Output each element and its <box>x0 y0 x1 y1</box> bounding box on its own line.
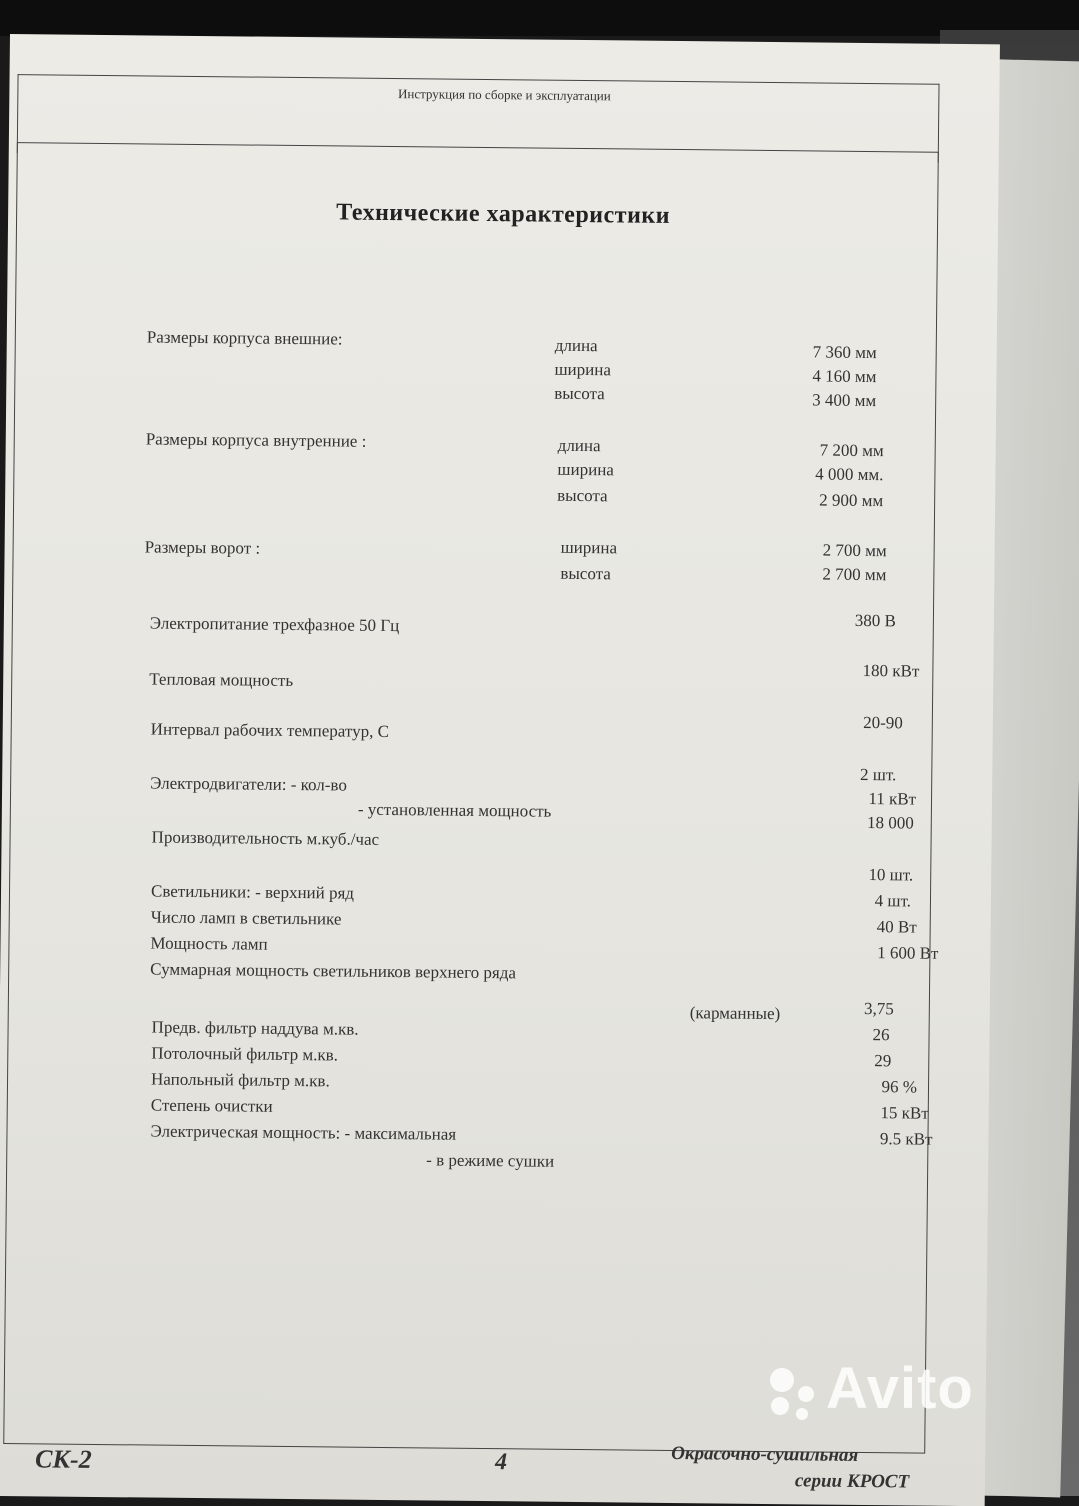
total-lamps-power-label: Суммарная мощность светильников верхнего ряда <box>150 959 517 983</box>
outer-width-value: 4 160 мм <box>812 366 877 387</box>
gate-height-label: высота <box>560 563 611 584</box>
lamps-per-fixture-label: Число ламп в светильнике <box>150 907 342 929</box>
floor-filter-label: Напольный фильтр м.кв. <box>150 1069 330 1091</box>
motors-power-label: - установленная мощность <box>357 799 552 821</box>
outer-length-label: длина <box>554 335 598 356</box>
screen-top-bar <box>0 0 1079 36</box>
inner-length-label: длина <box>557 435 601 456</box>
outer-height-value: 3 400 мм <box>812 390 877 411</box>
drying-power-value: 9.5 кВт <box>879 1129 933 1149</box>
outer-length-value: 7 360 мм <box>812 342 877 363</box>
max-power-label: Электрическая мощность: - максимальная <box>150 1121 457 1144</box>
drying-power-label: - в режиме сушки <box>426 1150 555 1171</box>
power-supply-label: Электропитание трехфазное 50 Гц <box>149 613 400 636</box>
power-supply-value: 380 В <box>854 610 897 631</box>
footer-series-line2: серии КРОСТ <box>794 1470 910 1493</box>
footer-page-number: 4 <box>494 1449 508 1476</box>
pocket-filter-note: (карманные) <box>689 1003 781 1024</box>
lamps-per-fixture-value: 4 шт. <box>874 891 912 911</box>
outer-width-label: ширина <box>554 359 612 380</box>
gate-dimensions-label: Размеры ворот : <box>144 537 261 558</box>
thermal-power-value: 180 кВт <box>862 660 920 681</box>
temperature-range-label: Интервал рабочих температур, С <box>150 719 390 742</box>
cleaning-degree-value: 96 % <box>881 1077 918 1097</box>
lamp-power-label: Мощность ламп <box>150 933 268 954</box>
page-title: Технические характеристики <box>336 199 671 229</box>
thermal-power-label: Тепловая мощность <box>149 669 294 690</box>
motors-count-label: Электродвигатели: - кол-во <box>150 773 347 795</box>
gate-height-value: 2 700 мм <box>822 564 887 585</box>
gate-width-label: ширина <box>560 537 618 558</box>
inner-width-label: ширина <box>557 459 615 480</box>
productivity-label: Производительность м.куб./час <box>151 827 380 849</box>
inner-dimensions-label: Размеры корпуса внутренние : <box>145 429 367 451</box>
temperature-range-value: 20-90 <box>863 712 903 733</box>
ceiling-filter-label: Потолочный фильтр м.кв. <box>151 1043 339 1065</box>
total-lamps-power-value: 1 600 Вт <box>877 943 939 963</box>
outer-dimensions-label: Размеры корпуса внешние: <box>146 327 343 349</box>
prefilter-label: Предв. фильтр наддува м.кв. <box>151 1017 359 1039</box>
lamps-top-row-label: Светильники: - верхний ряд <box>150 881 355 903</box>
page-header: Инструкция по сборке и эксплуатации <box>397 86 611 104</box>
avito-watermark: Avito <box>826 1356 974 1421</box>
inner-length-value: 7 200 мм <box>819 440 884 461</box>
inner-height-value: 2 900 мм <box>819 490 884 511</box>
document-page <box>0 34 1000 1506</box>
lamp-power-value: 40 Вт <box>876 917 917 937</box>
cleaning-degree-label: Степень очистки <box>150 1095 273 1116</box>
inner-width-value: 4 000 мм. <box>815 464 884 485</box>
prefilter-value: 3,75 <box>863 998 894 1019</box>
motors-count-value: 2 шт. <box>859 764 897 785</box>
productivity-value: 18 000 <box>866 813 914 833</box>
outer-height-label: высота <box>554 383 605 404</box>
inner-height-label: высота <box>557 485 608 506</box>
gate-width-value: 2 700 мм <box>822 540 887 561</box>
max-power-value: 15 кВт <box>880 1103 929 1123</box>
footer-model: СК-2 <box>34 1444 92 1474</box>
ceiling-filter-value: 26 <box>872 1025 890 1045</box>
footer-series-line1: Окрасочно-сушильная <box>671 1443 859 1466</box>
lamps-top-row-value: 10 шт. <box>868 865 914 885</box>
floor-filter-value: 29 <box>874 1051 892 1071</box>
motors-power-value: 11 кВт <box>868 789 917 809</box>
avito-logo-icon <box>762 1364 822 1424</box>
